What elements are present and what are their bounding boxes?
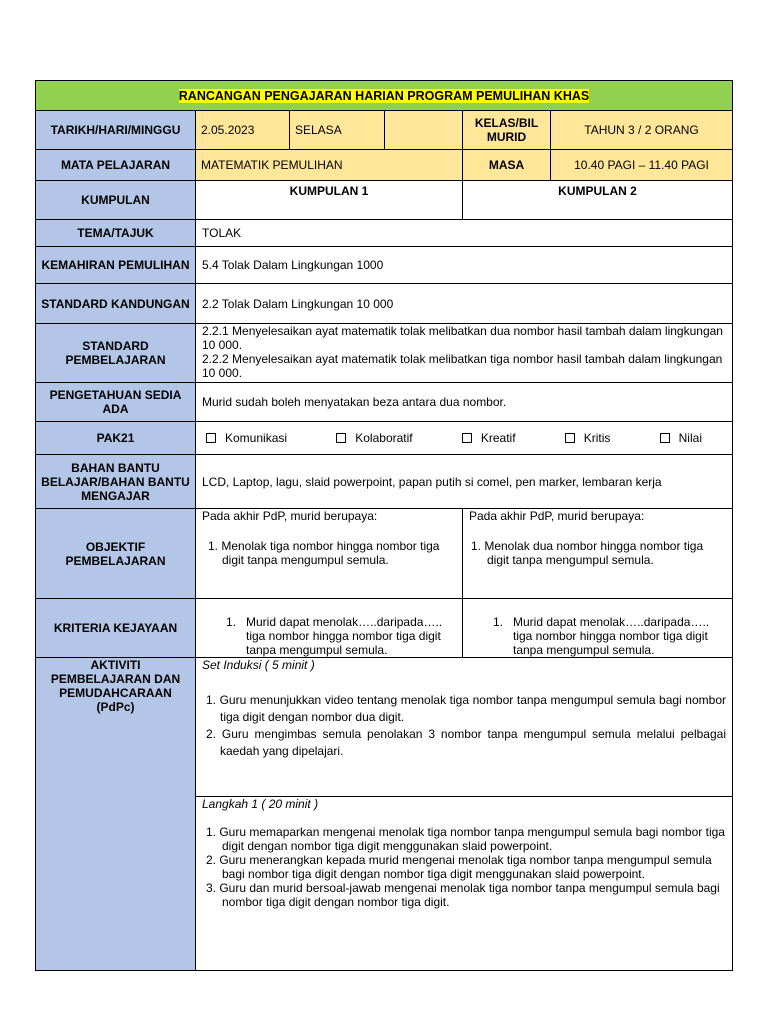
set-induksi-heading: Set Induksi ( 5 minit )	[202, 658, 315, 672]
kriteria-kumpulan-1	[195, 598, 463, 658]
sp-item: 2.2.1 Menyelesaikan ayat matematik tolak melibatkan dua nombor hasil tambah dalam lingkungan 10 000.	[202, 324, 723, 352]
objektif-item: 1. Menolak tiga nombor hingga nombor tiga digit tanpa mengumpul semula.	[208, 539, 440, 567]
date-cell: 2.05.2023	[195, 110, 290, 150]
label-pengetahuan: PENGETAHUAN SEDIA ADA	[35, 382, 196, 422]
pak21-options	[195, 421, 733, 455]
title-text: RANCANGAN PENGAJARAN HARIAN PROGRAM PEMULIHAN KHAS	[178, 88, 590, 103]
set-induksi	[195, 657, 733, 797]
label-kemahiran: KEMAHIRAN PEMULIHAN	[35, 246, 196, 284]
tema-value: TOLAK	[195, 219, 733, 247]
masa-label: MASA	[462, 149, 551, 181]
checkbox-icon[interactable]	[660, 433, 670, 443]
checkbox-icon[interactable]	[462, 433, 472, 443]
objektif-intro: Pada akhir PdP, murid berupaya:	[469, 509, 645, 523]
set-induksi-item: 1. Guru menunjukkan video tentang menolak tiga nombor tanpa mengumpul semula bagi nombor tiga digit dengan nombor dua digit.	[206, 693, 726, 724]
kriteria-kumpulan-2	[462, 598, 733, 658]
label-bahan: BAHAN BANTU BELAJAR/BAHAN BANTU MENGAJAR	[35, 454, 196, 509]
subject-cell: MATEMATIK PEMULIHAN	[195, 149, 463, 181]
standard-pembelajaran-value	[195, 323, 733, 383]
kumpulan-1-header: KUMPULAN 1	[195, 180, 463, 220]
objektif-kumpulan-2	[462, 508, 733, 599]
label-pak21: PAK21	[35, 421, 196, 455]
kelas-label: KELAS/BIL MURID	[462, 110, 551, 150]
bahan-value: LCD, Laptop, lagu, slaid powerpoint, papan putih si comel, pen marker, lembaran kerja	[195, 454, 733, 509]
objektif-item: 1. Menolak dua nombor hingga nombor tiga digit tanpa mengumpul semula.	[471, 539, 704, 567]
pak21-option[interactable]: Kreatif	[462, 431, 516, 445]
label-standard-kandungan: STANDARD KANDUNGAN	[35, 283, 196, 324]
langkah-1	[195, 796, 733, 971]
week-cell	[384, 110, 463, 150]
label-objektif: OBJEKTIF PEMBELAJARAN	[35, 508, 196, 599]
pak21-option[interactable]: Nilai	[660, 431, 702, 445]
checkbox-icon[interactable]	[206, 433, 216, 443]
masa-value: 10.40 PAGI – 11.40 PAGI	[550, 149, 733, 181]
langkah-1-item: 2. Guru menerangkan kepada murid mengenai menolak tiga nombor tanpa mengumpul semula bagi nombor tiga digit dengan nombor tiga digit menggunakan slaid powerpoint.	[206, 853, 712, 881]
kemahiran-value: 5.4 Tolak Dalam Lingkungan 1000	[195, 246, 733, 284]
label-aktiviti: AKTIVITI PEMBELAJARAN DAN PEMUDAHCARAAN (PdPc)	[35, 657, 196, 971]
checkbox-icon[interactable]	[565, 433, 575, 443]
kelas-value: TAHUN 3 / 2 ORANG	[550, 110, 733, 150]
pengetahuan-value: Murid sudah boleh menyatakan beza antara dua nombor.	[195, 382, 733, 422]
kriteria-item: 1. Murid dapat menolak…..daripada….. tiga nombor hingga nombor tiga digit tanpa mengumpul semula.	[493, 615, 710, 657]
label-tarikh: TARIKH/HARI/MINGGU	[35, 110, 196, 150]
page-title	[35, 80, 733, 111]
set-induksi-item: 2. Guru mengimbas semula penolakan 3 nombor tanpa mengumpul semula melalui pelbagai kaedah yang dipelajari.	[206, 727, 726, 758]
langkah-1-item: 1. Guru memaparkan mengenai menolak tiga nombor tanpa mengumpul semula bagi nombor tiga digit dengan nombor tiga digit menggunakan slaid powerpoint.	[206, 825, 725, 853]
pak21-option[interactable]: Komunikasi	[206, 431, 287, 445]
lesson-plan-table	[35, 80, 733, 971]
pak21-option[interactable]: Kolaboratif	[336, 431, 412, 445]
langkah-1-heading: Langkah 1 ( 20 minit )	[202, 797, 319, 811]
label-mata-pelajaran: MATA PELAJARAN	[35, 149, 196, 181]
label-kumpulan: KUMPULAN	[35, 180, 196, 220]
kriteria-item: 1. Murid dapat menolak…..daripada….. tiga nombor hingga nombor tiga digit tanpa mengumpul semula.	[226, 615, 443, 657]
pak21-option[interactable]: Kritis	[565, 431, 611, 445]
sp-item: 2.2.2 Menyelesaikan ayat matematik tolak melibatkan tiga nombor hasil tambah dalam lingkungan 10 000.	[202, 352, 723, 380]
checkbox-icon[interactable]	[336, 433, 346, 443]
objektif-intro: Pada akhir PdP, murid berupaya:	[202, 509, 378, 523]
standard-kandungan-value: 2.2 Tolak Dalam Lingkungan 10 000	[195, 283, 733, 324]
day-cell: SELASA	[289, 110, 385, 150]
label-kriteria: KRITERIA KEJAYAAN	[35, 598, 196, 658]
label-standard-pembelajaran: STANDARD PEMBELAJARAN	[35, 323, 196, 383]
label-tema: TEMA/TAJUK	[35, 219, 196, 247]
kumpulan-2-header: KUMPULAN 2	[462, 180, 733, 220]
objektif-kumpulan-1	[195, 508, 463, 599]
langkah-1-item: 3. Guru dan murid bersoal-jawab mengenai menolak tiga nombor tanpa mengumpul semula bagi nombor tiga digit dengan nombor tiga digit.	[206, 881, 720, 909]
